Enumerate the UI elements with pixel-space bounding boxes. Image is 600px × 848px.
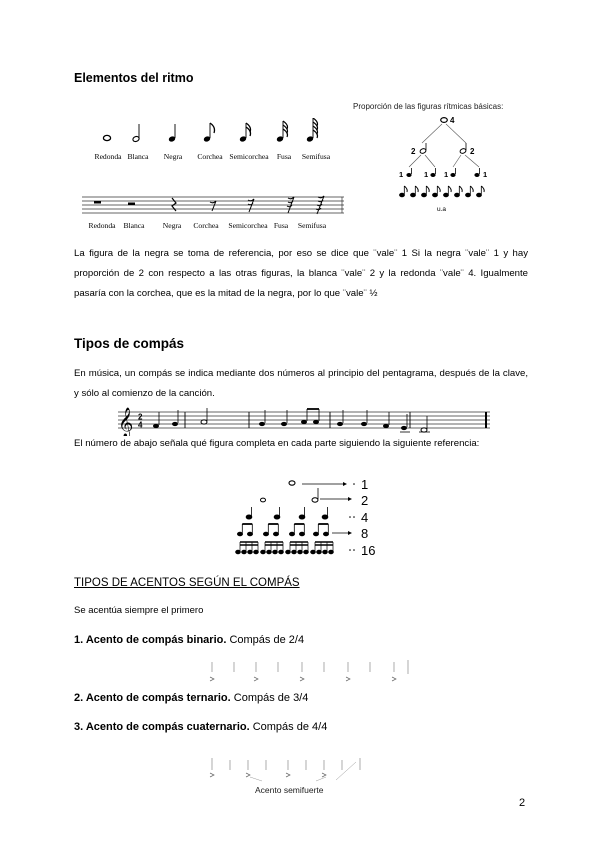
section-title-time-signature: Tipos de compás (74, 336, 185, 351)
note-label: Corchea (197, 152, 223, 161)
treble-clef-icon: 𝄞 (118, 407, 134, 436)
staff-label: Corchea (193, 221, 219, 230)
accent-binary-title: 1. Acento de compás binario. (74, 634, 227, 646)
eighth-note-icon (203, 123, 214, 142)
accent-binary-detail: Compás de 2/4 (226, 634, 305, 646)
quaternary-accent-pattern (206, 756, 376, 782)
proportion-number: 2 (470, 147, 475, 156)
sixteenth-note-icon (239, 123, 250, 142)
half-rest-icon (128, 203, 135, 206)
note-label: Fusa (276, 152, 292, 161)
figure-number: 16 (361, 543, 376, 558)
paragraph-reference: El número de abajo señala qué figura completa en cada parte siguiendo la siguiente referencia: (74, 438, 480, 449)
staff-label: Negra (162, 221, 182, 230)
semistrong-accent-label: Acento semifuerte (255, 785, 324, 795)
figure-number: 4 (361, 510, 369, 525)
figure-number: 8 (361, 526, 369, 541)
melody-staff (118, 406, 492, 436)
proportion-number: 2 (411, 147, 416, 156)
staff-label: Fusa (273, 221, 289, 230)
half-note-icon (132, 124, 140, 142)
proportion-tree-diagram (395, 113, 505, 219)
whole-note-icon (289, 481, 295, 485)
section-title-accents: TIPOS DE ACENTOS SEGÚN EL COMPÁS (74, 577, 300, 589)
quarter-notes-row (246, 507, 328, 519)
binary-accent-pattern (206, 658, 416, 684)
eighth-notes-row (400, 186, 485, 197)
accent-ternary-detail: Compás de 3/4 (230, 692, 309, 704)
sixteenth-notes-row (236, 542, 334, 554)
half-note-icon (261, 498, 266, 502)
figure-number: 1 (361, 477, 369, 492)
accent-binary (74, 634, 304, 646)
eighth-rest-icon (210, 201, 216, 211)
sixteenth-rest-icon (248, 199, 254, 212)
quarter-notes-row (406, 168, 479, 177)
accent-quaternary-title: 3. Acento de compás cuaternario. (74, 721, 250, 733)
staff-label: Semicorchea (228, 221, 268, 230)
staff-label: Redonda (88, 221, 116, 230)
paragraph-rhythm: La figura de la negra se toma de referencia, por eso se dice que ¨vale¨ 1 Si la negra ¨vale¨ 1 y hay proporción de 2 con respecto a las otras figuras, la blanca ¨vale¨ 2 y la redonda ¨vale¨ 4. Igualmente pasaría con la corchea, que es la mitad de la negra, por lo que ¨vale¨ ½ (74, 248, 528, 299)
staff-label: Blanca (123, 221, 145, 230)
accent-quaternary (74, 721, 327, 733)
quarter-note-icon (168, 124, 176, 142)
time-signature-top: 2 (138, 412, 143, 422)
figure-reference-diagram (232, 475, 382, 561)
proportion-number: 1 (444, 170, 449, 179)
proportion-unit: u.a (437, 206, 447, 213)
thirty-second-note-icon (276, 121, 287, 142)
time-signature-bottom: 4 (138, 420, 143, 430)
half-note-icon (459, 143, 466, 154)
proportion-title: Proporción de las figuras rítmicas básicas: (353, 102, 504, 111)
staff-label: Semifusa (297, 221, 327, 230)
eighth-notes-row (238, 524, 329, 536)
section-title-rhythm: Elementos del ritmo (74, 71, 194, 85)
page-number: 2 (519, 797, 526, 809)
proportion-number: 4 (450, 116, 455, 125)
accent-ternary (74, 692, 308, 704)
proportion-number: 1 (483, 170, 488, 179)
proportion-number: 1 (399, 170, 404, 179)
sixty-fourth-note-icon (306, 118, 317, 142)
note-label: Negra (163, 152, 183, 161)
whole-note-icon (441, 118, 448, 123)
note-label: Semifusa (301, 152, 331, 161)
whole-rest-icon (94, 201, 101, 204)
half-note-icon (419, 143, 426, 154)
paragraph-time-signature: En música, un compás se indica mediante dos números al principio del pentagrama, después de la clave, y sólo al comienzo de la canción. (74, 368, 528, 399)
accent-ternary-title: 2. Acento de compás ternario. (74, 692, 231, 704)
half-note-icon (312, 488, 318, 502)
proportion-number: 1 (424, 170, 429, 179)
accent-quaternary-detail: Compás de 4/4 (249, 721, 328, 733)
whole-note-icon (103, 135, 110, 140)
rest-staff (82, 195, 344, 217)
figure-number: 2 (361, 493, 369, 508)
accents-intro: Se acentúa siempre el primero (74, 605, 204, 616)
note-label: Blanca (127, 152, 149, 161)
note-label: Redonda (94, 152, 122, 161)
note-label: Semicorchea (229, 152, 269, 161)
